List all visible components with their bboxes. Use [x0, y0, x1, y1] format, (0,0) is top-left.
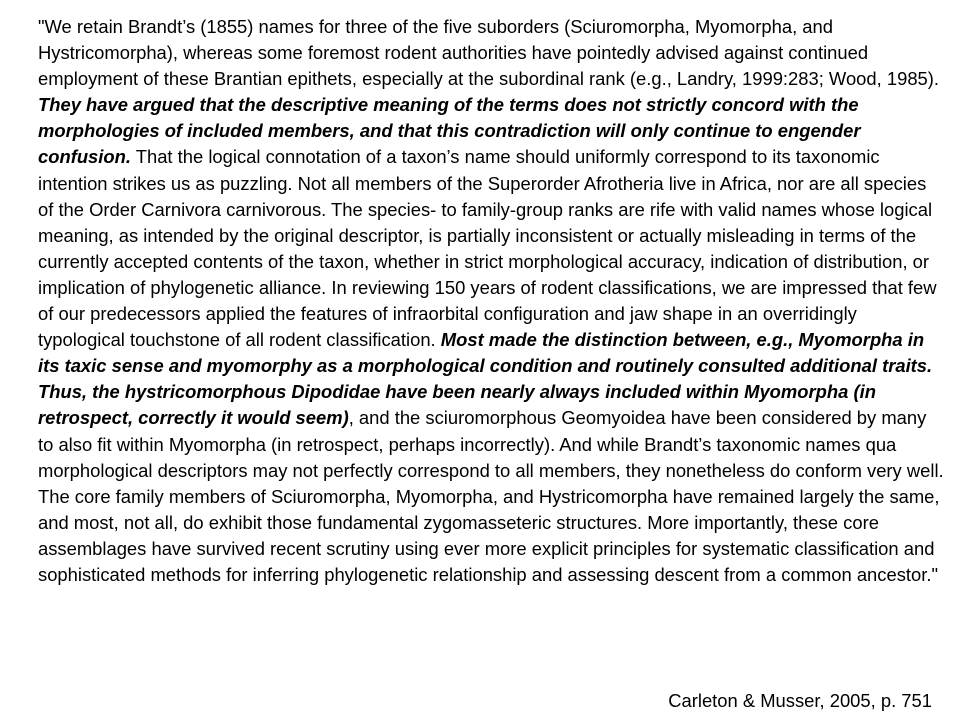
citation: Carleton & Musser, 2005, p. 751 [668, 690, 932, 711]
quote-text-intro: "We retain Brandt’s (1855) names for three of the five suborders (Sciuromorpha, Myomorpha, and Hystricomorpha), whereas some foremost rodent authorities have pointedly advised against continued employment of these Brantian epithets, especially at the subordinal rank (e.g., Landry, 1999:283; Wood, 1985). [38, 16, 940, 90]
quote-paragraph [38, 14, 944, 588]
quote-text-middle: That the logical connotation of a taxon’s name should uniformly correspond to its taxonomic intention strikes us as puzzling. Not all members of the Superorder Afrotheria live in Africa, nor are all species of the Order Carnivora carnivorous. The species- to family-group ranks are rife with valid names whose logical meaning, as intended by the original descriptor, is partially inconsistent or actually misleading in terms of the currently accepted contents of the taxon, whether in strict morphological accuracy, indication of distribution, or implication of phylogenetic alliance. In reviewing 150 years of rodent classifications, we are impressed that few of our predecessors applied the features of infraorbital configuration and jaw shape in an overridingly typological touchstone of all rodent classification. [38, 146, 937, 351]
quote-emphasis-argument: They have argued that the descriptive meaning of the terms does not strictly concord with the morphologies of included members, and that this contradiction will only continue to engender confusion. [38, 94, 861, 168]
quote-text-ending: , and the sciuromorphous Geomyoidea have been considered by many to also fit within Myomorpha (in retrospect, perhaps incorrectly). And while Brandt’s taxonomic names qua morphological descriptors may not perfectly correspond to all members, they nonetheless do conform very well. The core family members of Sciuromorpha, Myomorpha, and Hystricomorpha have remained largely the same, and most, not all, do exhibit those fundamental zygomasseteric structures. More importantly, these core assemblages have survived recent scrutiny using ever more explicit principles for systematic classification and sophisticated methods for inferring phylogenetic relationship and assessing descent from a common ancestor." [38, 407, 944, 585]
quote-emphasis-distinction: Most made the distinction between, e.g., Myomorpha in its taxic sense and myomorphy as a morphological condition and routinely consulted additional traits. Thus, the hystricomorphous Dipodidae have been nearly always included within Myomorpha (in retrospect, correctly it would seem) [38, 329, 933, 429]
